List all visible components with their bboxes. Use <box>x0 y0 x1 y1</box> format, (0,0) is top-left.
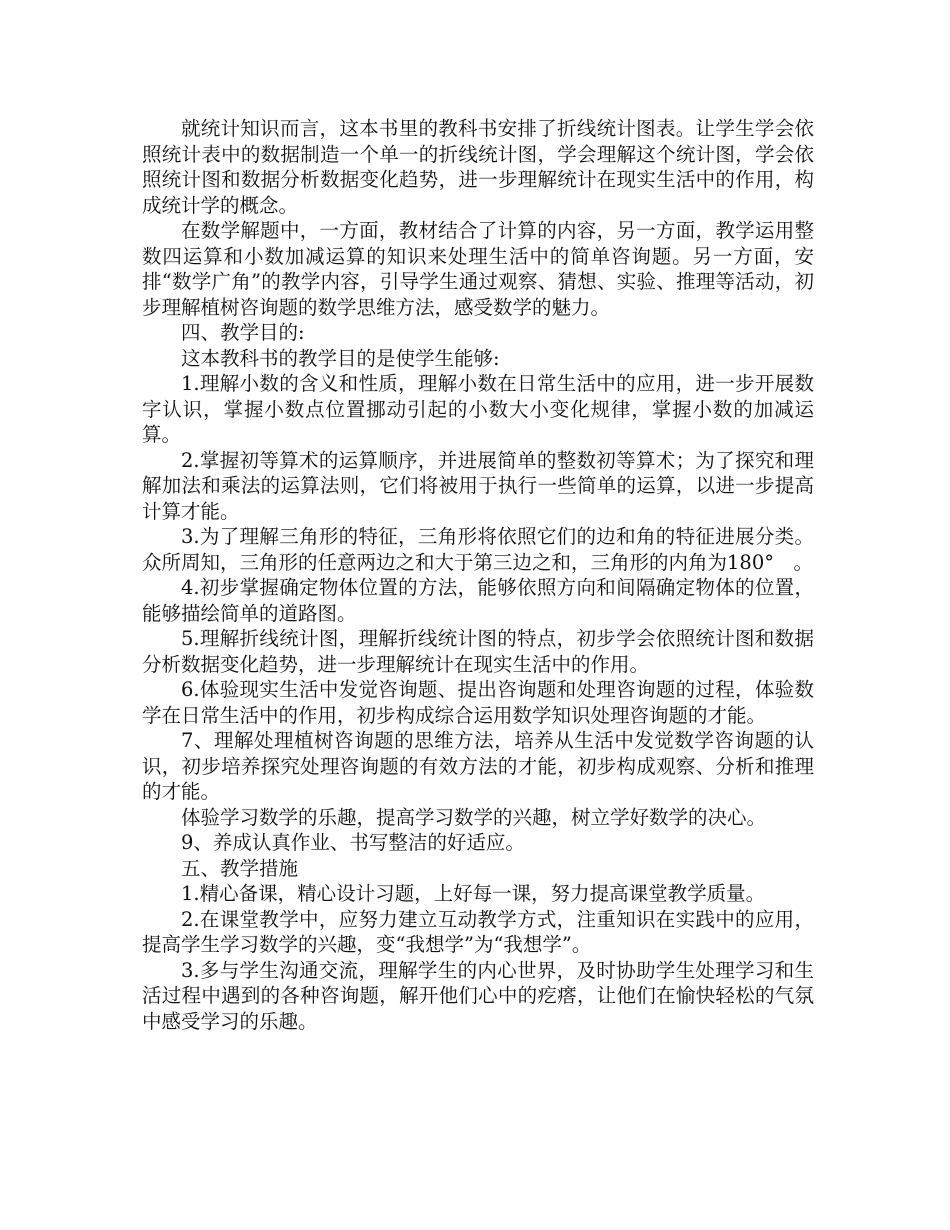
paragraph-problem-solving: 在数学解题中，一方面，教材结合了计算的内容，另一方面，教学运用整数四运算和小数加减运算的知识来处理生活中的简单咨询题。另一方面，安排“数学广角”的教学内容，引导学生通过观察、猜想、实验、推理等活动，初步理解植树咨询题的数学思维方法，感受数学的魅力。 <box>142 219 814 319</box>
measure-item-2: 2.在课堂教学中，应努力建立互动教学方式，注重知识在实践中的应用，提高学生学习数学的兴趣，变“我想学”为“我想学”。 <box>142 907 814 956</box>
section-heading-teaching-goals: 四、教学目的: <box>181 321 305 344</box>
goal-item-4: 4.初步掌握确定物体位置的方法，能够依照方向和间隔确定物体的位置，能够描绘简单的道路图。 <box>142 576 814 625</box>
goal-item-9: 9、养成认真作业、书写整洁的好适应。 <box>181 831 525 854</box>
goal-item-1: 1.理解小数的含义和性质，理解小数在日常生活中的应用，进一步开展数字认识，掌握小数点位置挪动引起的小数大小变化规律，掌握小数的加减运算。 <box>142 372 814 446</box>
goal-item-8: 体验学习数学的乐趣，提高学习数学的兴趣，树立学好数学的决心。 <box>181 805 767 829</box>
goal-item-3: 3.为了理解三角形的特征，三角形将依照它们的边和角的特征进展分类。众所周知，三角形的任意两边之和大于第三边之和，三角形的内角为180° 。 <box>142 525 814 574</box>
document-page <box>142 116 814 1034</box>
goal-item-5: 5.理解折线统计图，理解折线统计图的特点，初步学会依照统计图和数据分析数据变化趋势，进一步理解统计在现实生活中的作用。 <box>142 627 814 676</box>
measure-item-1: 1.精心备课，精心设计习题，上好每一课，努力提高课堂教学质量。 <box>181 882 766 905</box>
goal-item-7: 7、理解处理植树咨询题的思维方法，培养从生活中发觉数学咨询题的认识，初步培养探究处理咨询题的有效方法的才能，初步构成观察、分析和推理的才能。 <box>142 729 814 803</box>
paragraph-statistics: 就统计知识而言，这本书里的教科书安排了折线统计图表。让学生学会依照统计表中的数据制造一个单一的折线统计图，学会理解这个统计图，学会依照统计图和数据分析数据变化趋势，进一步理解统计在现实生活中的作用，构成统计学的概念。 <box>142 117 814 217</box>
goal-item-2: 2.掌握初等算术的运算顺序，并进展简单的整数初等算术；为了探究和理解加法和乘法的运算法则，它们将被用于执行一些简单的运算，以进一步提高计算才能。 <box>142 448 814 523</box>
measure-item-3: 3.多与学生沟通交流，理解学生的内心世界，及时协助学生处理学习和生活过程中遇到的各种咨询题，解开他们心中的疙瘩，让他们在愉快轻松的气氛中感受学习的乐趣。 <box>142 958 814 1033</box>
goal-item-6: 6.体验现实生活中发觉咨询题、提出咨询题和处理咨询题的过程，体验数学在日常生活中的作用，初步构成综合运用数学知识处理咨询题的才能。 <box>142 678 814 727</box>
paragraph-goals-intro: 这本教科书的教学目的是使学生能够: <box>181 346 500 370</box>
section-heading-teaching-measures: 五、教学措施 <box>181 856 299 880</box>
